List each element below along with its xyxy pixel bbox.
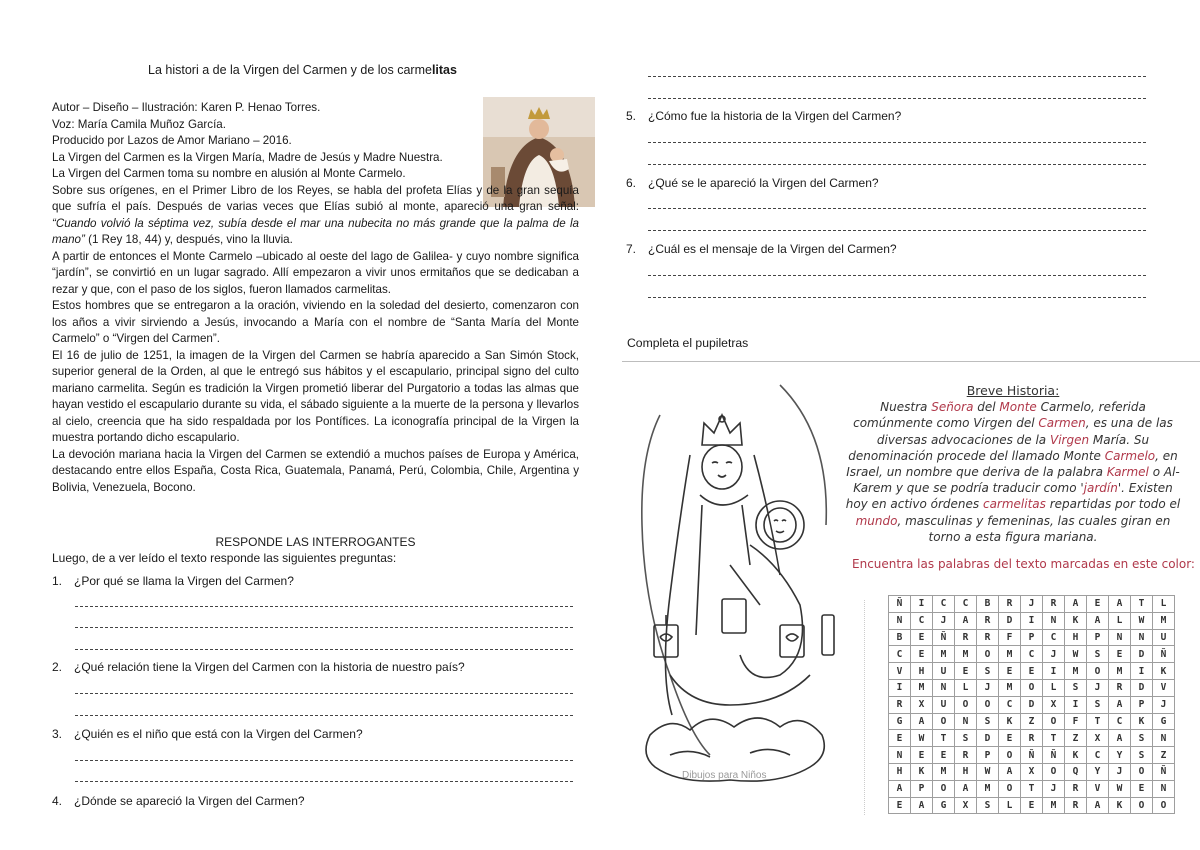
answer-line[interactable] — [75, 715, 573, 716]
answer-line[interactable] — [648, 76, 1146, 77]
word-search-cell[interactable]: M — [955, 646, 977, 663]
word-search-cell[interactable]: D — [999, 612, 1021, 629]
word-search-cell[interactable]: O — [999, 780, 1021, 797]
word-search-cell[interactable]: M — [933, 763, 955, 780]
word-search-cell[interactable]: Ñ — [889, 596, 911, 613]
word-search-cell[interactable]: X — [1021, 763, 1043, 780]
word-search-cell[interactable]: O — [933, 713, 955, 730]
question-5: 5. ¿Cómo fue la historia de la Virgen del Carmen? — [626, 109, 902, 123]
word-search-cell[interactable]: O — [1043, 713, 1065, 730]
word-search-cell[interactable]: R — [977, 612, 999, 629]
word-search-cell[interactable]: R — [1065, 797, 1087, 814]
question-7: 7. ¿Cuál es el mensaje de la Virgen del Carmen? — [626, 242, 897, 256]
word-search-cell[interactable]: E — [955, 663, 977, 680]
word-search-cell[interactable]: J — [1087, 679, 1109, 696]
virgin-coloring-illustration — [630, 375, 838, 815]
word-search-cell[interactable]: A — [1087, 612, 1109, 629]
word-search-cell[interactable]: W — [1109, 780, 1131, 797]
word-search-cell[interactable]: F — [999, 629, 1021, 646]
word-search-cell[interactable]: I — [1043, 663, 1065, 680]
word-search-cell[interactable]: J — [1109, 763, 1131, 780]
brief-history-title: Breve Historia: — [966, 383, 1060, 398]
answer-line[interactable] — [648, 164, 1146, 165]
word-search-cell[interactable]: L — [1153, 596, 1175, 613]
word-search-cell[interactable]: E — [911, 646, 933, 663]
word-search-cell[interactable]: X — [1043, 696, 1065, 713]
word-search-row — [889, 747, 1175, 764]
word-search-cell[interactable]: E — [1109, 646, 1131, 663]
word-search-label: Completa el pupiletras — [627, 336, 749, 350]
word-search-cell[interactable]: E — [889, 797, 911, 814]
word-search-cell[interactable]: R — [955, 629, 977, 646]
word-search-cell[interactable]: M — [911, 679, 933, 696]
word-search-cell[interactable]: O — [1087, 663, 1109, 680]
word-search-cell[interactable]: C — [933, 596, 955, 613]
word-search-row — [889, 596, 1175, 613]
question-4: 4. ¿Dónde se apareció la Virgen del Carmen? — [52, 794, 305, 808]
word-search-cell[interactable]: Ñ — [1043, 747, 1065, 764]
word-search-cell[interactable]: R — [977, 629, 999, 646]
answer-line[interactable] — [75, 693, 573, 694]
answer-line[interactable] — [75, 606, 573, 607]
word-search-cell[interactable]: D — [1021, 696, 1043, 713]
brief-history: Breve Historia: Nuestra Señora del Monte Carmelo, referida comúnmente como Virgen del Carmen, es una de las diversas advocaciones de la Virgen María. Su denominación procede del llamado Monte Carmelo, en Israel, un nombre que deriva de la palabra Karmel o Al-Karem y que se podría traducir como 'jardín'. Existen hoy en activo órdenes carmelitas repartidas por todo el mundo, masculinas y femeninas, las cuales giran en torno a esta figura mariana. — [842, 383, 1184, 545]
word-search-cell[interactable]: J — [1021, 596, 1043, 613]
word-search-row — [889, 797, 1175, 814]
word-search-cell[interactable]: U — [1153, 629, 1175, 646]
word-search-cell[interactable]: E — [889, 730, 911, 747]
word-search-cell[interactable]: P — [911, 780, 933, 797]
word-search-cell[interactable]: E — [1021, 663, 1043, 680]
word-search-cell[interactable]: E — [1131, 780, 1153, 797]
word-search-cell[interactable]: Ñ — [1153, 646, 1175, 663]
question-3: 3. ¿Quién es el niño que está con la Virgen del Carmen? — [52, 727, 363, 741]
word-search-cell[interactable]: S — [977, 663, 999, 680]
word-search-row — [889, 679, 1175, 696]
word-search-cell[interactable]: E — [999, 730, 1021, 747]
question-2: 2. ¿Qué relación tiene la Virgen del Carmen con la historia de nuestro país? — [52, 660, 465, 674]
answer-line[interactable] — [75, 781, 573, 782]
word-search-cell[interactable]: T — [1021, 780, 1043, 797]
word-search-row — [889, 730, 1175, 747]
word-search-cell[interactable]: A — [911, 713, 933, 730]
word-search-cell[interactable]: R — [955, 747, 977, 764]
word-search-cell[interactable]: Y — [1087, 763, 1109, 780]
answer-line[interactable] — [75, 627, 573, 628]
word-search-cell[interactable]: Q — [1065, 763, 1087, 780]
word-search-cell[interactable]: K — [911, 763, 933, 780]
word-search-cell[interactable]: U — [933, 696, 955, 713]
paragraph: La Virgen del Carmen es la Virgen María, Madre de Jesús y Madre Nuestra. — [52, 150, 443, 164]
word-search-cell[interactable]: J — [977, 679, 999, 696]
word-search-cell[interactable]: M — [1043, 797, 1065, 814]
word-search-cell[interactable]: R — [1021, 730, 1043, 747]
word-search-cell[interactable]: W — [911, 730, 933, 747]
word-search-cell[interactable]: M — [1109, 663, 1131, 680]
paragraph: Estos hombres que se entregaron a la oración, viviendo en la soledad del desierto, comenzaron con los años a vivir sirviendo a Jesús, invocando a María con el nombre de “Santa María del Monte Carmelo” o “Virgen del Carmen”. — [52, 299, 579, 345]
word-search-cell[interactable]: E — [1021, 797, 1043, 814]
word-search-cell[interactable]: V — [1153, 679, 1175, 696]
word-search-cell[interactable]: E — [999, 663, 1021, 680]
answer-line[interactable] — [648, 297, 1146, 298]
word-search-cell[interactable]: P — [977, 747, 999, 764]
word-search-row — [889, 663, 1175, 680]
word-search-cell[interactable]: S — [977, 713, 999, 730]
word-search-cell[interactable]: D — [1131, 679, 1153, 696]
word-search-cell[interactable]: L — [1109, 612, 1131, 629]
word-search-cell[interactable]: I — [1021, 612, 1043, 629]
word-search-row — [889, 629, 1175, 646]
instructions: Luego, de a ver leído el texto responde las siguientes preguntas: — [52, 551, 397, 565]
paragraph: A partir de entonces el Monte Carmelo –ubicado al oeste del lago de Galilea- y cuyo nombre significa “jardín”, se convirtió en un lugar sagrado. Allí empezaron a vivir unos ermitaños que se dedicaban a rezar y que, con el paso de los siglos, fueron llamados carmelitas. — [52, 249, 579, 296]
word-search-cell[interactable]: O — [977, 696, 999, 713]
word-search-cell[interactable]: C — [911, 612, 933, 629]
word-search-cell[interactable]: W — [1131, 612, 1153, 629]
answer-line[interactable] — [75, 649, 573, 650]
word-search-cell[interactable]: T — [1043, 730, 1065, 747]
word-search-cell[interactable]: G — [933, 797, 955, 814]
word-search-cell[interactable]: C — [999, 696, 1021, 713]
word-search-cell[interactable]: A — [999, 763, 1021, 780]
word-search-cell[interactable]: O — [1131, 763, 1153, 780]
word-search-cell[interactable]: S — [1131, 730, 1153, 747]
answer-line[interactable] — [75, 760, 573, 761]
credit-line: Producido por Lazos de Amor Mariano – 2016. — [52, 134, 292, 147]
word-search-cell[interactable]: P — [1021, 629, 1043, 646]
question-6: 6. ¿Qué se le apareció la Virgen del Carmen? — [626, 176, 879, 190]
word-search-cell[interactable]: S — [1131, 747, 1153, 764]
word-search-cell[interactable]: V — [1087, 780, 1109, 797]
word-search-cell[interactable]: J — [1043, 646, 1065, 663]
word-search-cell[interactable]: S — [955, 730, 977, 747]
word-search-cell[interactable]: S — [1087, 646, 1109, 663]
word-search-cell[interactable]: W — [1065, 646, 1087, 663]
word-search-cell[interactable]: E — [1087, 596, 1109, 613]
word-search-cell[interactable]: L — [955, 679, 977, 696]
word-search-cell[interactable]: Y — [1109, 747, 1131, 764]
word-search-cell[interactable]: H — [1065, 629, 1087, 646]
answer-line[interactable] — [648, 230, 1146, 231]
question-1: 1. ¿Por qué se llama la Virgen del Carmen? — [52, 574, 294, 588]
word-search-cell[interactable]: Ñ — [1153, 763, 1175, 780]
word-search-cell[interactable]: I — [1131, 663, 1153, 680]
word-search-row — [889, 763, 1175, 780]
word-search-cell[interactable]: X — [1087, 730, 1109, 747]
word-search-cell[interactable]: A — [889, 780, 911, 797]
word-search-cell[interactable]: K — [1109, 797, 1131, 814]
word-search-row — [889, 780, 1175, 797]
word-search-cell[interactable]: N — [1153, 730, 1175, 747]
word-search-row — [889, 696, 1175, 713]
word-search-cell[interactable]: J — [1153, 696, 1175, 713]
word-search-cell[interactable]: N — [1153, 780, 1175, 797]
word-search-cell[interactable]: N — [933, 679, 955, 696]
word-search-grid — [888, 595, 1175, 814]
paragraph: La devoción mariana hacia la Virgen del Carmen se extendió a muchos países de Europa y América, destacando entre ellos España, Costa Rica, Guatemala, Panamá, Perú, Colombia, Chile, Argentina y Bolivia, Venezuela, Bocono. — [52, 447, 579, 494]
word-search-cell[interactable]: R — [1065, 780, 1087, 797]
word-search-cell[interactable]: Z — [1021, 713, 1043, 730]
word-search-cell[interactable]: X — [911, 696, 933, 713]
word-search-cell[interactable]: A — [1065, 596, 1087, 613]
word-search-cell[interactable]: S — [977, 797, 999, 814]
word-search-cell[interactable]: U — [933, 663, 955, 680]
word-search-cell[interactable]: N — [1043, 612, 1065, 629]
word-search-cell[interactable]: X — [955, 797, 977, 814]
word-search-cell[interactable]: Z — [1153, 747, 1175, 764]
word-search-cell[interactable]: A — [911, 797, 933, 814]
paragraph: La Virgen del Carmen toma su nombre en alusión al Monte Carmelo. — [52, 167, 406, 180]
document-title: La histori a de la Virgen del Carmen y de los carmelitas — [148, 63, 457, 77]
word-search-cell[interactable]: K — [1065, 612, 1087, 629]
word-search-cell[interactable]: A — [1087, 797, 1109, 814]
divider — [622, 361, 1200, 362]
word-search-row — [889, 612, 1175, 629]
word-search-cell[interactable]: B — [977, 596, 999, 613]
word-search-row — [889, 646, 1175, 663]
word-search-cell[interactable]: N — [1131, 629, 1153, 646]
word-search-cell[interactable]: I — [911, 596, 933, 613]
word-search-cell[interactable]: I — [889, 679, 911, 696]
word-search-cell[interactable]: O — [1021, 679, 1043, 696]
word-search-cell[interactable]: C — [955, 596, 977, 613]
word-search-cell[interactable]: A — [955, 780, 977, 797]
word-search-cell[interactable]: J — [1043, 780, 1065, 797]
word-search-cell[interactable]: N — [955, 713, 977, 730]
word-search-cell[interactable]: L — [1043, 679, 1065, 696]
word-search-cell[interactable]: C — [1109, 713, 1131, 730]
word-search-cell[interactable]: O — [999, 747, 1021, 764]
section-heading: RESPONDE LAS INTERROGANTES — [215, 535, 416, 549]
word-search-cell[interactable]: O — [977, 646, 999, 663]
word-search-instruction: Encuentra las palabras del texto marcadas en este color: — [852, 557, 1195, 571]
word-search-cell[interactable]: K — [1131, 713, 1153, 730]
word-search-cell[interactable]: O — [1131, 797, 1153, 814]
word-search-cell[interactable]: T — [933, 730, 955, 747]
word-search-cell[interactable]: J — [933, 612, 955, 629]
word-search-cell[interactable]: K — [1153, 663, 1175, 680]
word-search-cell[interactable]: N — [889, 612, 911, 629]
word-search-cell[interactable]: Ñ — [933, 629, 955, 646]
word-search-cell[interactable]: M — [977, 780, 999, 797]
word-search-cell[interactable]: G — [889, 713, 911, 730]
word-search-cell[interactable]: V — [889, 663, 911, 680]
word-search-cell[interactable]: L — [999, 797, 1021, 814]
side-watermark — [864, 600, 877, 815]
word-search-cell[interactable]: T — [1131, 596, 1153, 613]
word-search-row — [889, 713, 1175, 730]
word-search-cell[interactable]: W — [977, 763, 999, 780]
word-search-cell[interactable]: A — [1109, 596, 1131, 613]
word-search-cell[interactable]: B — [889, 629, 911, 646]
word-search-cell[interactable]: R — [889, 696, 911, 713]
word-search-cell[interactable]: F — [1065, 713, 1087, 730]
answer-line[interactable] — [648, 208, 1146, 209]
word-search-cell[interactable]: E — [911, 629, 933, 646]
word-search-cell[interactable]: I — [1065, 696, 1087, 713]
word-search-cell[interactable]: O — [1153, 797, 1175, 814]
word-search-cell[interactable]: Ñ — [1021, 747, 1043, 764]
word-search-cell[interactable]: Z — [1065, 730, 1087, 747]
word-search-cell[interactable]: C — [1087, 747, 1109, 764]
word-search-cell[interactable]: R — [1109, 679, 1131, 696]
word-search-cell[interactable]: E — [933, 747, 955, 764]
word-search-cell[interactable]: N — [1109, 629, 1131, 646]
word-search-cell[interactable]: A — [1109, 730, 1131, 747]
answer-line[interactable] — [648, 98, 1146, 99]
word-search-cell[interactable]: R — [999, 596, 1021, 613]
word-search-cell[interactable]: K — [999, 713, 1021, 730]
word-search-cell[interactable]: D — [977, 730, 999, 747]
word-search-cell[interactable]: E — [911, 747, 933, 764]
word-search-cell[interactable]: N — [889, 747, 911, 764]
word-search-cell[interactable]: M — [1065, 663, 1087, 680]
word-search-cell[interactable]: P — [1131, 696, 1153, 713]
credit-line: Voz: María Camila Muñoz García. — [52, 117, 226, 131]
word-search-cell[interactable]: O — [1043, 763, 1065, 780]
word-search-cell[interactable]: M — [933, 646, 955, 663]
paragraph: El 16 de julio de 1251, la imagen de la Virgen del Carmen se habría aparecido a San Simón Stock, superior general de la Orden, al que le entregó sus hábitos y el escapulario, principal signo del culto mariano carmelita. Según es tradición la Virgen prometió liberar del Purgatorio a todas las almas que hayan vestido el escapulario durante su vida, el sábado siguiente a la muerte de la persona y llevarlos al cielo, creencia que ha sido respaldada por los Pontífices. La iconografía principal de la Virgen la muestra portando dicho escapulario. — [52, 348, 579, 444]
reading-text — [52, 100, 579, 496]
answer-line[interactable] — [648, 275, 1146, 276]
word-search-cell[interactable]: D — [1131, 646, 1153, 663]
word-search-cell[interactable]: S — [1087, 696, 1109, 713]
paragraph: Sobre sus orígenes, en el Primer Libro de los Reyes, se habla del profeta Elías y de la gran sequía que sufría el país. Después de varias veces que Elías subió al monte, apareció una gran señal: “Cuando volvió la séptima vez, subía desde el mar una nubecita no más grande que la palma de la mano” (1 Rey 18, 44) y, después, vino la lluvia. — [52, 183, 579, 246]
word-search-cell[interactable]: H — [955, 763, 977, 780]
word-search-cell[interactable]: S — [1065, 679, 1087, 696]
word-search-cell[interactable]: H — [889, 763, 911, 780]
word-search-cell[interactable]: K — [1065, 747, 1087, 764]
word-search-cell[interactable]: A — [955, 612, 977, 629]
watermark: Dibujos para Niños — [682, 770, 767, 781]
word-search-cell[interactable]: C — [1043, 629, 1065, 646]
word-search-cell[interactable]: M — [999, 679, 1021, 696]
word-search-cell[interactable]: O — [955, 696, 977, 713]
word-search-cell[interactable]: M — [1153, 612, 1175, 629]
credit-line: Autor – Diseño – Ilustración: Karen P. Henao Torres. — [52, 101, 321, 114]
word-search-cell[interactable]: O — [933, 780, 955, 797]
word-search-cell[interactable]: M — [999, 646, 1021, 663]
word-search-cell[interactable]: H — [911, 663, 933, 680]
word-search-cell[interactable]: T — [1087, 713, 1109, 730]
answer-line[interactable] — [648, 142, 1146, 143]
word-search-cell[interactable]: A — [1109, 696, 1131, 713]
word-search-cell[interactable]: C — [889, 646, 911, 663]
word-search-cell[interactable]: R — [1043, 596, 1065, 613]
word-search-cell[interactable]: P — [1087, 629, 1109, 646]
word-search-cell[interactable]: C — [1021, 646, 1043, 663]
word-search-cell[interactable]: G — [1153, 713, 1175, 730]
